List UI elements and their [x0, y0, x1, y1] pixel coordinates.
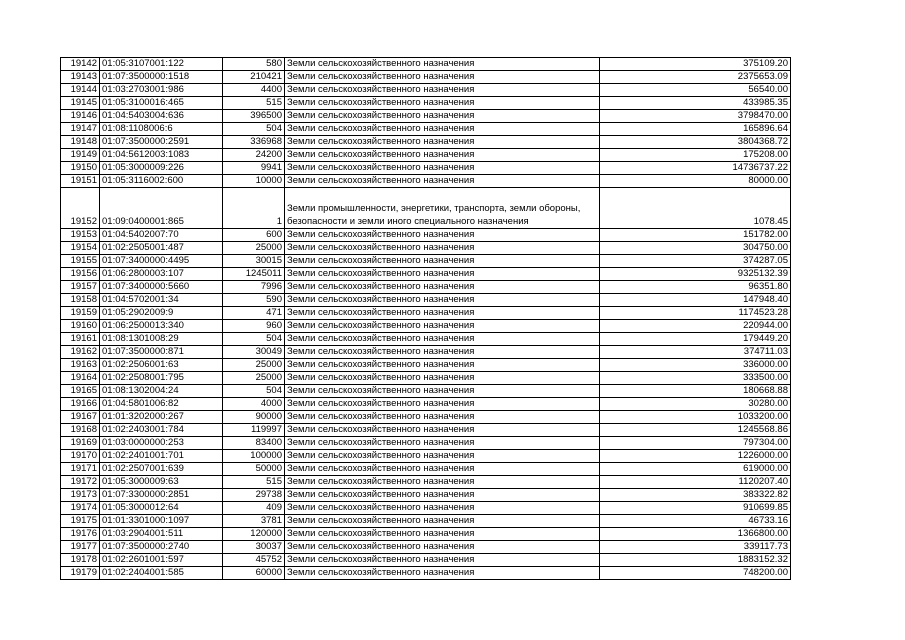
table-row: [61, 58, 791, 71]
cadastral-value-cell: 3798470.00: [600, 110, 791, 123]
area-cell: 471: [223, 307, 285, 320]
land-category-cell: Земли сельскохозяйственного назначения: [285, 294, 600, 307]
table-row: [61, 229, 791, 242]
row-number-cell: 19179: [61, 567, 100, 580]
cadastral-value-cell: 3804368.72: [600, 136, 791, 149]
area-cell: 210421: [223, 71, 285, 84]
cadastral-value-cell: 30280.00: [600, 398, 791, 411]
cadastral-value-cell: 46733.16: [600, 515, 791, 528]
land-category-cell: Земли сельскохозяйственного назначения: [285, 385, 600, 398]
cadastral-number-cell: 01:04:5403004:636: [100, 110, 223, 123]
row-number-cell: 19148: [61, 136, 100, 149]
table-row: [61, 515, 791, 528]
row-number-cell: 19155: [61, 255, 100, 268]
cadastral-value-cell: 175208.00: [600, 149, 791, 162]
cadastral-value-cell: 304750.00: [600, 242, 791, 255]
cadastral-number-cell: 01:07:3400000:4495: [100, 255, 223, 268]
land-category-cell: Земли сельскохозяйственного назначения: [285, 567, 600, 580]
row-number-cell: 19156: [61, 268, 100, 281]
land-category-cell: Земли сельскохозяйственного назначения: [285, 255, 600, 268]
table-row: [61, 437, 791, 450]
table-row: [61, 398, 791, 411]
cadastral-number-cell: 01:08:1301008:29: [100, 333, 223, 346]
row-number-cell: 19166: [61, 398, 100, 411]
row-number-cell: 19151: [61, 175, 100, 188]
row-number-cell: 19171: [61, 463, 100, 476]
cadastral-value-cell: 910699.85: [600, 502, 791, 515]
cadastral-value-cell: 80000.00: [600, 175, 791, 188]
table-row: [61, 110, 791, 123]
cadastral-value-cell: 619000.00: [600, 463, 791, 476]
row-number-cell: 19173: [61, 489, 100, 502]
cadastral-number-cell: 01:07:3500000:2740: [100, 541, 223, 554]
row-number-cell: 19149: [61, 149, 100, 162]
area-cell: 9941: [223, 162, 285, 175]
cadastral-value-cell: 1366800.00: [600, 528, 791, 541]
table-row: [61, 175, 791, 188]
table-row: [61, 554, 791, 567]
table-row: [61, 136, 791, 149]
table-row: [61, 123, 791, 136]
land-category-cell: Земли сельскохозяйственного назначения: [285, 450, 600, 463]
cadastral-number-cell: 01:05:3116002:600: [100, 175, 223, 188]
cadastral-number-cell: 01:03:2904001:511: [100, 528, 223, 541]
area-cell: 960: [223, 320, 285, 333]
table-row: [61, 162, 791, 175]
area-cell: 25000: [223, 242, 285, 255]
area-cell: 60000: [223, 567, 285, 580]
area-cell: 3781: [223, 515, 285, 528]
table-row: [61, 450, 791, 463]
area-cell: 30037: [223, 541, 285, 554]
area-cell: 45752: [223, 554, 285, 567]
land-category-cell: Земли сельскохозяйственного назначения: [285, 398, 600, 411]
row-number-cell: 19147: [61, 123, 100, 136]
cadastral-number-cell: 01:05:3000009:63: [100, 476, 223, 489]
land-category-cell: Земли сельскохозяйственного назначения: [285, 528, 600, 541]
table-row: [61, 567, 791, 580]
cadastral-number-cell: 01:02:2505001:487: [100, 242, 223, 255]
row-number-cell: 19144: [61, 84, 100, 97]
area-cell: 29738: [223, 489, 285, 502]
cadastral-value-cell: 165896.64: [600, 123, 791, 136]
cadastral-number-cell: 01:07:3400000:5660: [100, 281, 223, 294]
cadastral-number-cell: 01:04:5612003:1083: [100, 149, 223, 162]
row-number-cell: 19168: [61, 424, 100, 437]
cadastral-number-cell: 01:07:3500000:1518: [100, 71, 223, 84]
cadastral-number-cell: 01:09:0400001:865: [100, 188, 223, 229]
table-row: [61, 359, 791, 372]
area-cell: 409: [223, 502, 285, 515]
row-number-cell: 19167: [61, 411, 100, 424]
land-category-cell: Земли сельскохозяйственного назначения: [285, 372, 600, 385]
land-category-cell: Земли сельскохозяйственного назначения: [285, 320, 600, 333]
area-cell: 10000: [223, 175, 285, 188]
table-row: [61, 294, 791, 307]
table-row: [61, 463, 791, 476]
document-page: [60, 57, 790, 580]
area-cell: 515: [223, 97, 285, 110]
land-category-cell: Земли сельскохозяйственного назначения: [285, 175, 600, 188]
table-row: [61, 489, 791, 502]
cadastral-value-cell: 151782.00: [600, 229, 791, 242]
table-row: [61, 255, 791, 268]
cadastral-value-cell: 14736737.22: [600, 162, 791, 175]
cadastral-number-cell: 01:06:2500013:340: [100, 320, 223, 333]
land-category-cell: Земли сельскохозяйственного назначения: [285, 437, 600, 450]
land-category-cell: Земли сельскохозяйственного назначения: [285, 307, 600, 320]
row-number-cell: 19154: [61, 242, 100, 255]
cadastral-number-cell: 01:05:3100016:465: [100, 97, 223, 110]
area-cell: 396500: [223, 110, 285, 123]
cadastral-number-cell: 01:02:2507001:639: [100, 463, 223, 476]
area-cell: 504: [223, 385, 285, 398]
row-number-cell: 19162: [61, 346, 100, 359]
row-number-cell: 19163: [61, 359, 100, 372]
land-category-cell: Земли сельскохозяйственного назначения: [285, 489, 600, 502]
land-category-cell: Земли сельскохозяйственного назначения: [285, 123, 600, 136]
land-category-cell: Земли сельскохозяйственного назначения: [285, 84, 600, 97]
area-cell: 600: [223, 229, 285, 242]
table-row: [61, 502, 791, 515]
row-number-cell: 19178: [61, 554, 100, 567]
cadastral-number-cell: 01:06:2800003:107: [100, 268, 223, 281]
row-number-cell: 19176: [61, 528, 100, 541]
cadastral-value-cell: 179449.20: [600, 333, 791, 346]
cadastral-value-cell: 147948.40: [600, 294, 791, 307]
row-number-cell: 19146: [61, 110, 100, 123]
cadastral-value-cell: 2375653.09: [600, 71, 791, 84]
table-row: [61, 476, 791, 489]
table-row: [61, 281, 791, 294]
cadastral-value-cell: 374287.05: [600, 255, 791, 268]
cadastral-value-cell: 333500.00: [600, 372, 791, 385]
row-number-cell: 19161: [61, 333, 100, 346]
land-category-cell: Земли сельскохозяйственного назначения: [285, 554, 600, 567]
cadastral-number-cell: 01:03:2703001:986: [100, 84, 223, 97]
cadastral-value-cell: 1174523.28: [600, 307, 791, 320]
cadastral-value-cell: 336000.00: [600, 359, 791, 372]
area-cell: 4000: [223, 398, 285, 411]
cadastral-value-cell: 797304.00: [600, 437, 791, 450]
row-number-cell: 19164: [61, 372, 100, 385]
cadastral-value-cell: 96351.80: [600, 281, 791, 294]
table-row: [61, 71, 791, 84]
cadastral-value-cell: 1245568.86: [600, 424, 791, 437]
cadastral-number-cell: 01:02:2506001:63: [100, 359, 223, 372]
cadastral-value-cell: 383322.82: [600, 489, 791, 502]
table-row: [61, 320, 791, 333]
cadastral-number-cell: 01:02:2508001:795: [100, 372, 223, 385]
area-cell: 25000: [223, 359, 285, 372]
land-category-cell: Земли сельскохозяйственного назначения: [285, 136, 600, 149]
area-cell: 590: [223, 294, 285, 307]
cadastral-number-cell: 01:08:1108006:6: [100, 123, 223, 136]
cadastral-number-cell: 01:05:3000012:64: [100, 502, 223, 515]
row-number-cell: 19172: [61, 476, 100, 489]
cadastral-value-cell: 220944.00: [600, 320, 791, 333]
table-row: [61, 149, 791, 162]
cadastral-number-cell: 01:04:5801006:82: [100, 398, 223, 411]
row-number-cell: 19157: [61, 281, 100, 294]
area-cell: 83400: [223, 437, 285, 450]
land-category-cell: Земли сельскохозяйственного назначения: [285, 359, 600, 372]
table-row: [61, 528, 791, 541]
cadastral-number-cell: 01:03:0000000:253: [100, 437, 223, 450]
table-row: [61, 188, 791, 229]
cadastral-value-cell: 1033200.00: [600, 411, 791, 424]
land-category-cell: Земли сельскохозяйственного назначения: [285, 333, 600, 346]
land-category-cell: Земли сельскохозяйственного назначения: [285, 476, 600, 489]
row-number-cell: 19169: [61, 437, 100, 450]
area-cell: 504: [223, 123, 285, 136]
cadastral-value-cell: 374711.03: [600, 346, 791, 359]
row-number-cell: 19177: [61, 541, 100, 554]
table-row: [61, 84, 791, 97]
row-number-cell: 19175: [61, 515, 100, 528]
area-cell: 30049: [223, 346, 285, 359]
land-category-cell: Земли сельскохозяйственного назначения: [285, 515, 600, 528]
row-number-cell: 19160: [61, 320, 100, 333]
table-row: [61, 242, 791, 255]
area-cell: 50000: [223, 463, 285, 476]
row-number-cell: 19153: [61, 229, 100, 242]
land-category-cell: Земли сельскохозяйственного назначения: [285, 242, 600, 255]
table-row: [61, 424, 791, 437]
cadastral-number-cell: 01:07:3300000:2851: [100, 489, 223, 502]
table-row: [61, 268, 791, 281]
cadastral-number-cell: 01:02:2601001:597: [100, 554, 223, 567]
land-category-cell: Земли сельскохозяйственного назначения: [285, 346, 600, 359]
area-cell: 4400: [223, 84, 285, 97]
cadastral-number-cell: 01:08:1302004:24: [100, 385, 223, 398]
table-row: [61, 411, 791, 424]
row-number-cell: 19145: [61, 97, 100, 110]
row-number-cell: 19150: [61, 162, 100, 175]
row-number-cell: 19152: [61, 188, 100, 229]
land-category-cell: Земли сельскохозяйственного назначения: [285, 463, 600, 476]
land-category-cell: Земли сельскохозяйственного назначения: [285, 229, 600, 242]
area-cell: 120000: [223, 528, 285, 541]
table-row: [61, 333, 791, 346]
land-category-cell: Земли сельскохозяйственного назначения: [285, 162, 600, 175]
cadastral-value-cell: 1226000.00: [600, 450, 791, 463]
land-category-cell: Земли сельскохозяйственного назначения: [285, 411, 600, 424]
cadastral-number-cell: 01:02:2401001:701: [100, 450, 223, 463]
area-cell: 25000: [223, 372, 285, 385]
cadastral-number-cell: 01:01:3202000:267: [100, 411, 223, 424]
table-row: [61, 346, 791, 359]
area-cell: 515: [223, 476, 285, 489]
land-category-cell: Земли сельскохозяйственного назначения: [285, 110, 600, 123]
cadastral-number-cell: 01:01:3301000:1097: [100, 515, 223, 528]
table-body: [61, 58, 791, 580]
area-cell: 580: [223, 58, 285, 71]
cadastral-value-cell: 56540.00: [600, 84, 791, 97]
row-number-cell: 19142: [61, 58, 100, 71]
cadastral-value-cell: 433985.35: [600, 97, 791, 110]
cadastral-value-cell: 1078.45: [600, 188, 791, 229]
row-number-cell: 19159: [61, 307, 100, 320]
table-row: [61, 97, 791, 110]
area-cell: 1: [223, 188, 285, 229]
area-cell: 504: [223, 333, 285, 346]
land-category-cell: Земли сельскохозяйственного назначения: [285, 281, 600, 294]
area-cell: 119997: [223, 424, 285, 437]
cadastral-number-cell: 01:07:3500000:871: [100, 346, 223, 359]
land-category-cell: Земли сельскохозяйственного назначения: [285, 268, 600, 281]
area-cell: 90000: [223, 411, 285, 424]
table-row: [61, 541, 791, 554]
cadastral-number-cell: 01:05:3107001:122: [100, 58, 223, 71]
cadastral-number-cell: 01:05:3000009:226: [100, 162, 223, 175]
cadastral-number-cell: 01:07:3500000:2591: [100, 136, 223, 149]
cadastral-number-cell: 01:05:2902009:9: [100, 307, 223, 320]
row-number-cell: 19165: [61, 385, 100, 398]
area-cell: 100000: [223, 450, 285, 463]
cadastral-value-cell: 9325132.39: [600, 268, 791, 281]
cadastral-value-cell: 1883152.32: [600, 554, 791, 567]
land-category-cell: Земли сельскохозяйственного назначения: [285, 502, 600, 515]
land-category-cell: Земли сельскохозяйственного назначения: [285, 71, 600, 84]
land-plot-table: [60, 57, 791, 580]
area-cell: 7996: [223, 281, 285, 294]
table-row: [61, 385, 791, 398]
area-cell: 24200: [223, 149, 285, 162]
cadastral-number-cell: 01:02:2404001:585: [100, 567, 223, 580]
row-number-cell: 19174: [61, 502, 100, 515]
cadastral-value-cell: 1120207.40: [600, 476, 791, 489]
land-category-cell: Земли сельскохозяйственного назначения: [285, 424, 600, 437]
cadastral-number-cell: 01:04:5702001:34: [100, 294, 223, 307]
area-cell: 30015: [223, 255, 285, 268]
cadastral-value-cell: 180668.88: [600, 385, 791, 398]
table-row: [61, 307, 791, 320]
area-cell: 336968: [223, 136, 285, 149]
cadastral-value-cell: 375109.20: [600, 58, 791, 71]
table-row: [61, 372, 791, 385]
row-number-cell: 19158: [61, 294, 100, 307]
cadastral-number-cell: 01:02:2403001:784: [100, 424, 223, 437]
cadastral-value-cell: 748200.00: [600, 567, 791, 580]
land-category-cell: Земли сельскохозяйственного назначения: [285, 149, 600, 162]
land-category-cell: Земли промышленности, энергетики, транспорта, земли обороны, безопасности и земли иного специального назначения: [285, 188, 600, 229]
cadastral-value-cell: 339117.73: [600, 541, 791, 554]
row-number-cell: 19170: [61, 450, 100, 463]
area-cell: 1245011: [223, 268, 285, 281]
cadastral-number-cell: 01:04:5402007:70: [100, 229, 223, 242]
land-category-cell: Земли сельскохозяйственного назначения: [285, 58, 600, 71]
row-number-cell: 19143: [61, 71, 100, 84]
land-category-cell: Земли сельскохозяйственного назначения: [285, 97, 600, 110]
land-category-cell: Земли сельскохозяйственного назначения: [285, 541, 600, 554]
